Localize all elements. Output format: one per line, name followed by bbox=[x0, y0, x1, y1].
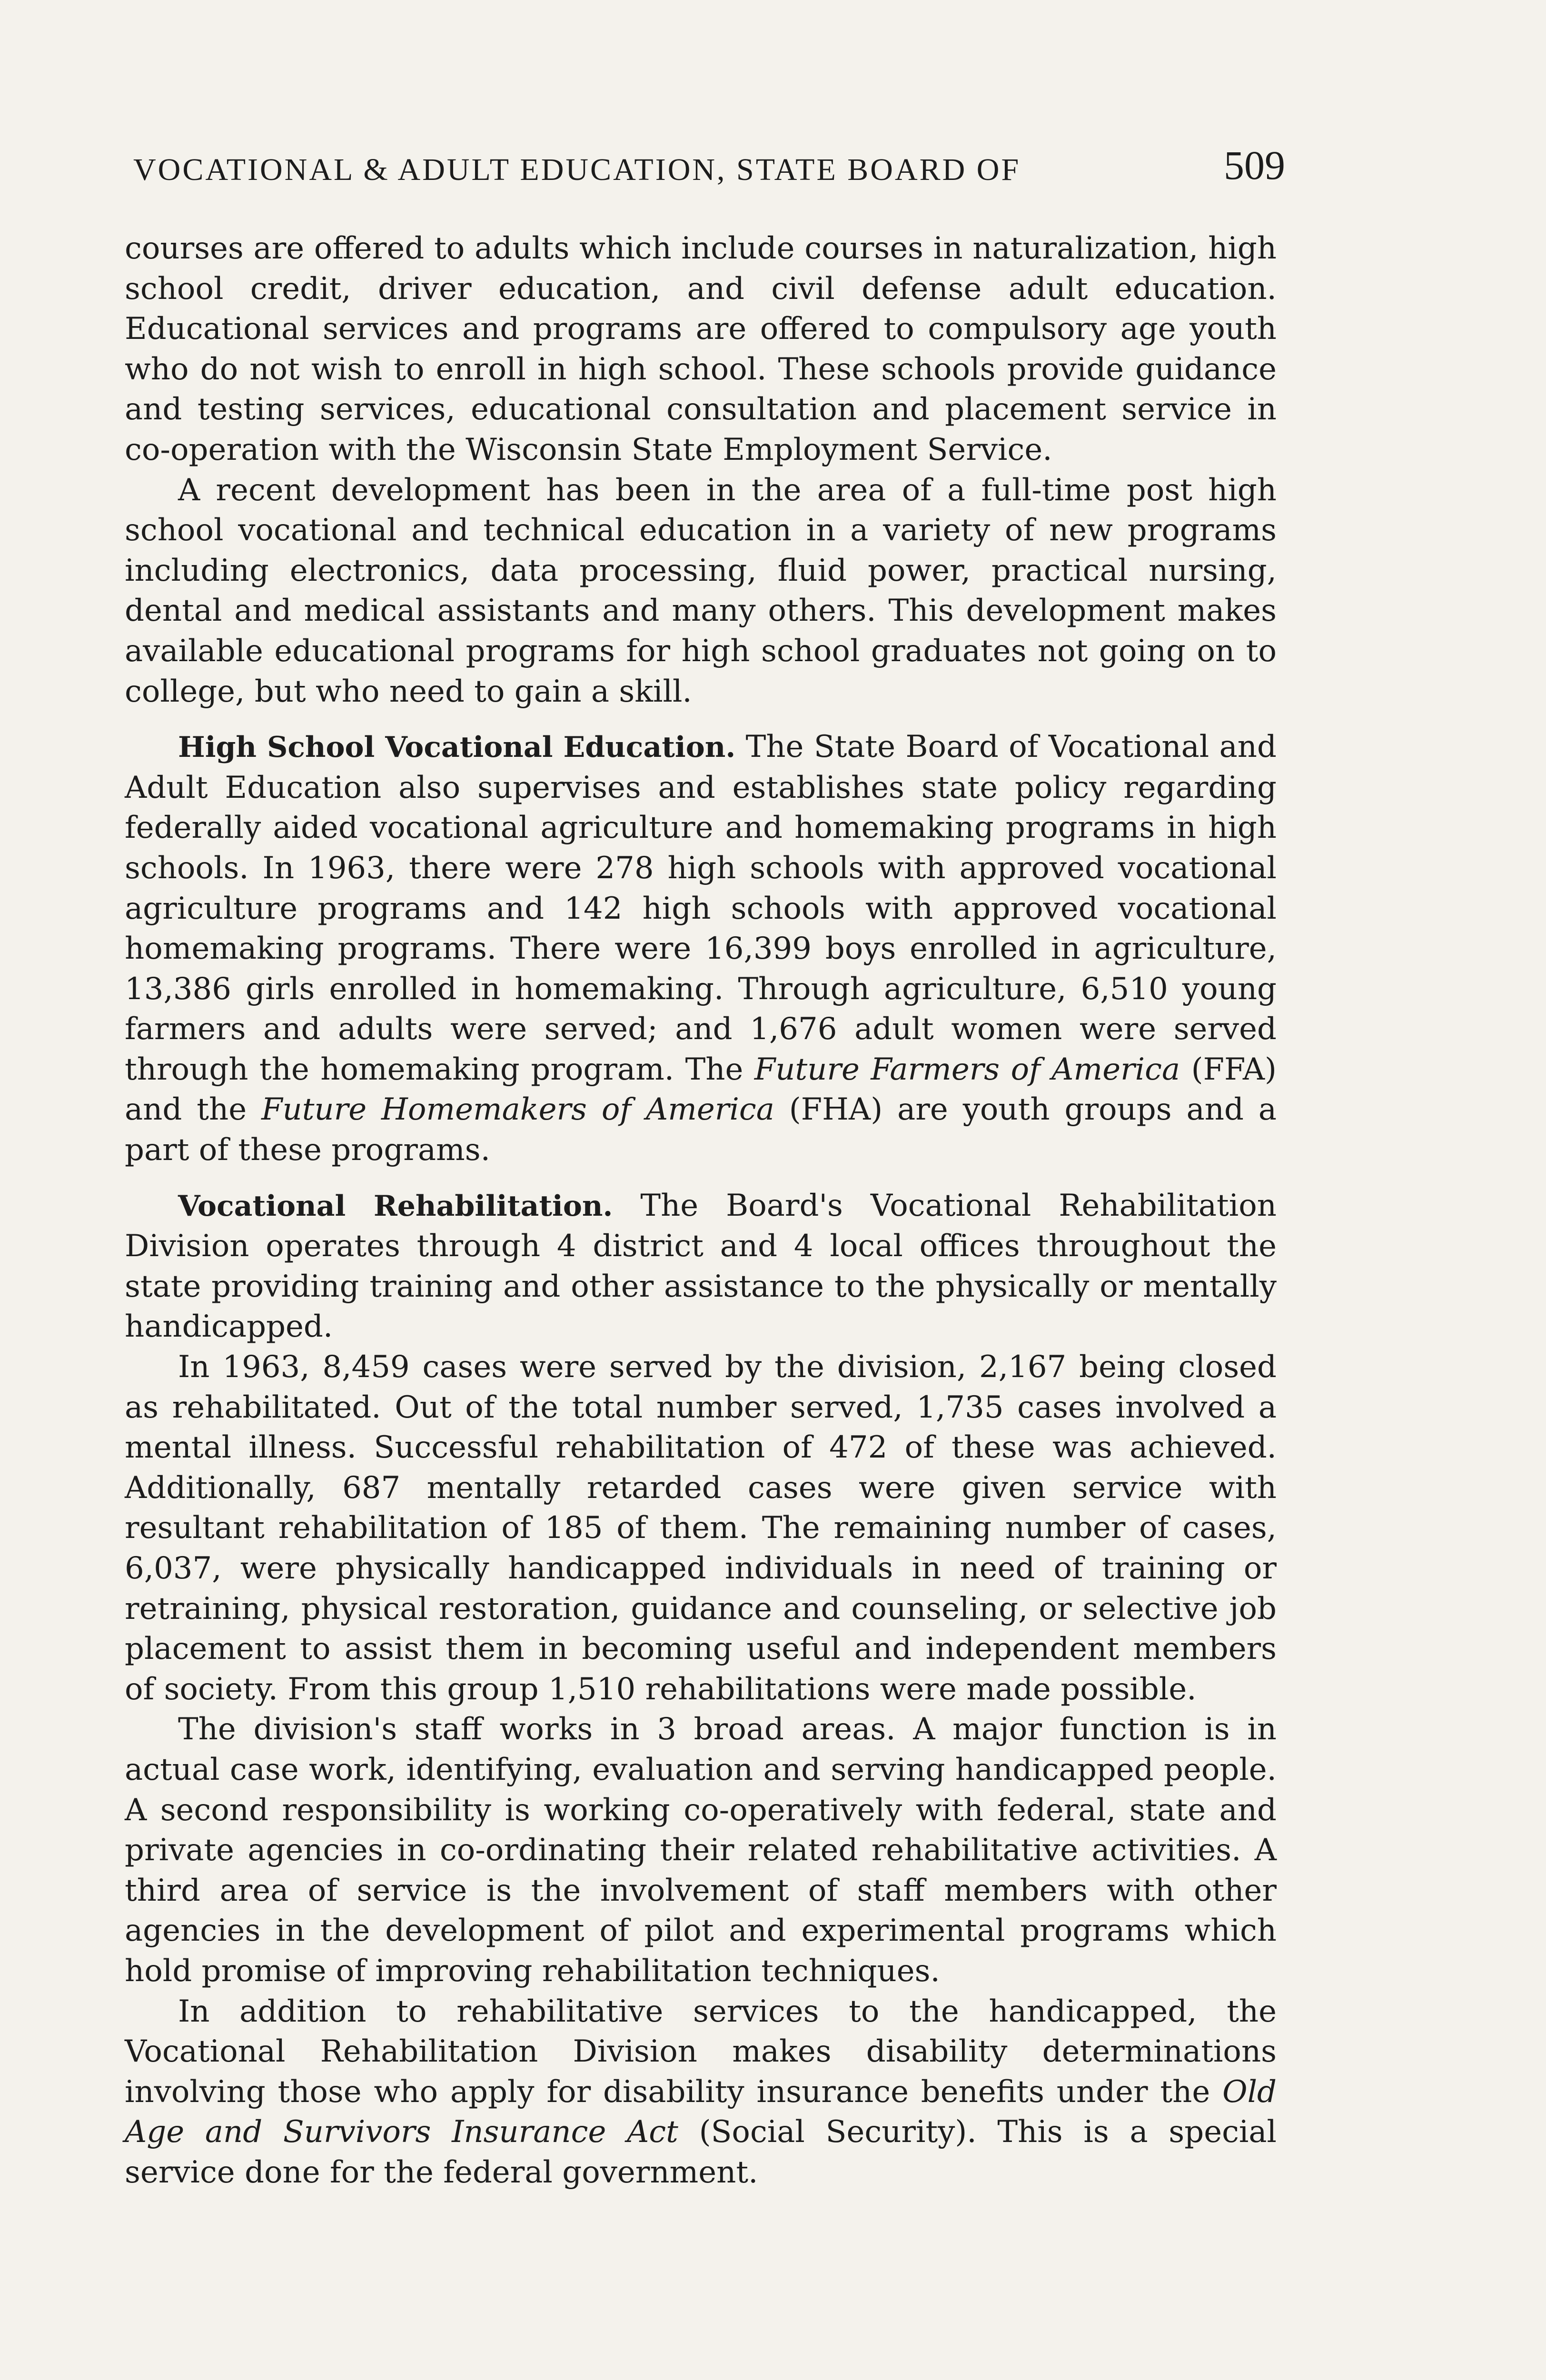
paragraph-continuation bbox=[125, 228, 1277, 470]
running-title: VOCATIONAL & ADULT EDUCATION, STATE BOARD OF bbox=[133, 152, 1021, 187]
paragraph-text: In addition to rehabilitative services to the handicapped, the Vocational Rehabilitation Division makes disability determinations involving those who apply for disability insurance benefits under the bbox=[125, 1993, 1277, 2110]
section-heading-vocational-rehabilitation: Vocational Rehabilitation. bbox=[178, 1189, 613, 1223]
body-text bbox=[125, 228, 1277, 2193]
paragraph-text: (FHA) are youth groups and a part of these programs. bbox=[125, 1092, 1277, 1168]
paragraph-staff-areas bbox=[125, 1709, 1277, 1991]
running-header bbox=[133, 133, 1285, 186]
italic-ffa-name: Future Farmers of America bbox=[754, 1051, 1180, 1087]
paragraph-vocational-rehabilitation bbox=[125, 1186, 1277, 1347]
paragraph-text: (Social Security). This is a special service done for the federal government. bbox=[125, 2114, 1277, 2190]
paragraph-text: The State Board of Vocational and Adult Education also supervises and establishes state policy regarding federally aided vocational agriculture and homemaking programs in high schools. In 1963, there were 278 high schools with approved vocational agriculture programs and 142 high schools with approved vocational homemaking programs. There were 16,399 boys enrolled in agriculture, 13,386 girls enrolled in homemaking. Through agriculture, 6,510 young farmers and adults were served; and 1,676 adult women were served through the homemaking program. The bbox=[125, 729, 1277, 1087]
paragraph-text: (FFA) and the bbox=[125, 1051, 1277, 1128]
italic-fha-name: Future Homemakers of America bbox=[261, 1092, 774, 1128]
paragraph-text: In 1963, 8,459 cases were served by the division, 2,167 being closed as rehabilitated. Out of the total number served, 1,735 cases involved a mental illness. Successful rehabilitation of 472 of these was achieved. Additionally, 687 mentally retarded cases were given service with resultant rehabilitation of 185 of them. The remaining number of cases, 6,037, were physically handicapped individuals in need of training or retraining, physical restoration, guidance and counseling, or selective job placement to assist them in becoming useful and independent members of society. From this group 1,510 rehabilitations were made possible. bbox=[125, 1349, 1277, 1707]
italic-act-name: Old Age and Survivors Insurance Act bbox=[125, 2074, 1277, 2150]
paragraph-full-time-programs bbox=[125, 470, 1277, 712]
page-number: 509 bbox=[1224, 142, 1285, 188]
paragraph-text: A recent development has been in the area of a full-time post high school vocational and technical education in a variety of new programs including electronics, data processing, fluid power, practical nursing, dental and medical assistants and many others. This development makes available educational programs for high school graduates not going on to college, but who need to gain a skill. bbox=[125, 472, 1277, 709]
paragraph-high-school-vocational bbox=[125, 727, 1277, 1170]
section-heading-high-school-vocational: High School Vocational Education. bbox=[178, 731, 736, 764]
paragraph-text: The Board's Vocational Rehabilitation Division operates through 4 district and 4 local offices throughout the state providing training and other assistance to the physically or mentally handicapped. bbox=[125, 1188, 1277, 1345]
paragraph-text: courses are offered to adults which include courses in naturalization, high school credit, driver education, and civil defense adult education. Educational services and programs are offered to compulsory age youth who do not wish to enroll in high school. These schools provide guidance and testing services, educational consultation and placement service in co-operation with the Wisconsin State Employment Service. bbox=[125, 231, 1277, 467]
paragraph-1963-cases bbox=[125, 1347, 1277, 1709]
paragraph-disability-determinations bbox=[125, 1992, 1277, 2193]
paragraph-text: The division's staff works in 3 broad areas. A major function is in actual case work, identifying, evaluation and serving handicapped people. A second responsibility is working co-operatively with federal, state and private agencies in co-ordinating their related rehabilitative activities. A third area of service is the involvement of staff members with other agencies in the development of pilot and experimental programs which hold promise of improving rehabilitation techniques. bbox=[125, 1712, 1277, 1989]
